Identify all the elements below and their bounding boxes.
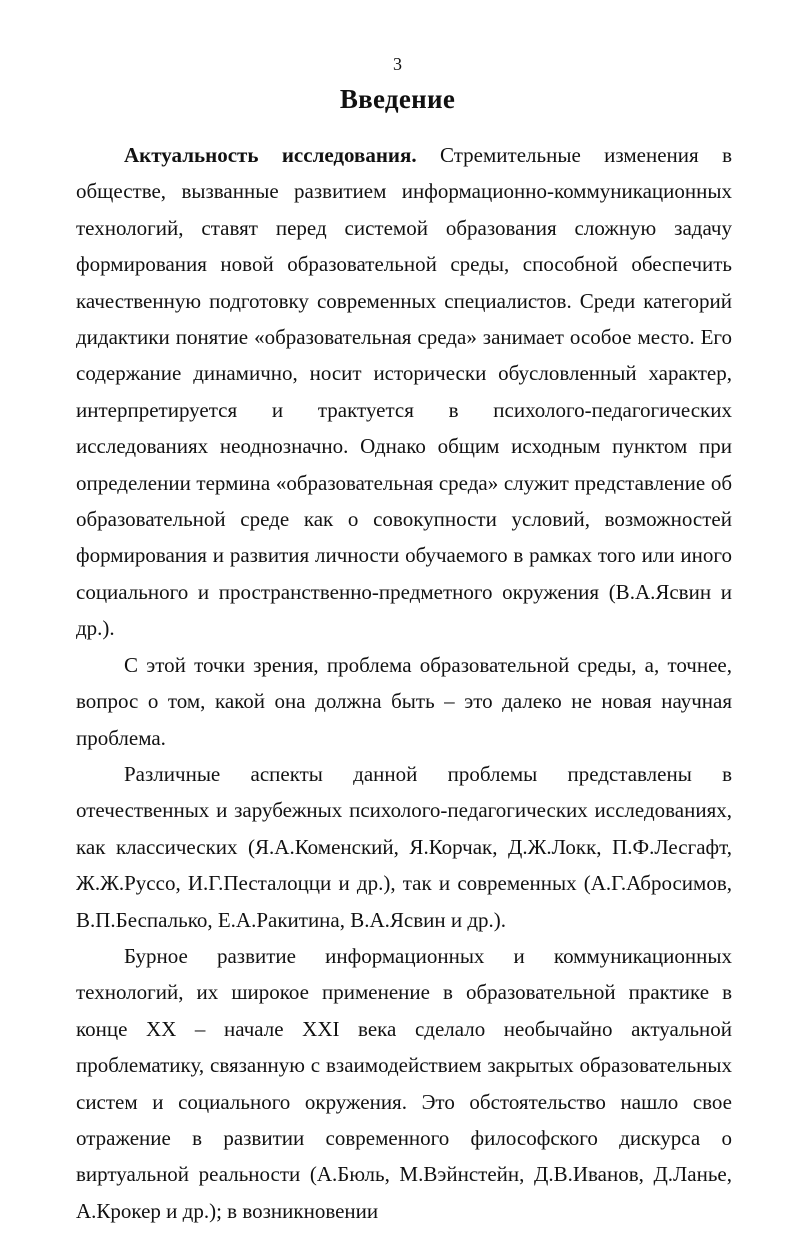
paragraph-lead: Актуальность исследования. [124,143,417,167]
body-text [76,137,732,1229]
page-title: Введение [339,84,456,114]
paragraph: Различные аспекты данной проблемы представлены в отечественных и зарубежных психолого-педагогических исследованиях, как классических (Я.А.Коменский, Я.Корчак, Д.Ж.Локк, П.Ф.Лесгафт, Ж.Ж.Руссо, И.Г.Песталоцци и др.), так и современных (А.Г.Абросимов, В.П.Беспалько, Е.А.Ракитина, В.А.Ясвин и др.). [76,761,732,932]
paragraph: С этой точки зрения, проблема образовательной среды, а, точнее, вопрос о том, какой она должна быть – это далеко не новая научная проблема. [76,652,732,750]
page-number: 3 [393,54,402,74]
paragraph-text: Стремительные изменения в обществе, вызванные развитием информационно-коммуникационных технологий, ставят перед системой образования сложную задачу формирования новой образовательной среды, способной обеспечить качественную подготовку современных специалистов. Среди категорий дидактики понятие «образовательная среда» занимает особое место. Его содержание динамично, носит исторически обусловленный характер, интерпретируется и трактуется в психолого-педагогических исследованиях неоднозначно. Однако общим исходным пунктом при определении термина «образовательная среда» служит представление об образовательной среде как о совокупности условий, возможностей формирования и развития личности обучаемого в рамках того или иного социального и пространственно-предметного окружения (В.А.Ясвин и др.). [76,143,732,641]
paragraph-relevance [76,137,732,647]
paragraph: Бурное развитие информационных и коммуникационных технологий, их широкое применение в образовательной практике в конце XX – начале XXI века сделало необычайно актуальной проблематику, связанную с взаимодействием закрытых образовательных систем и социального окружения. Это обстоятельство нашло свое отражение в развитии современного философского дискурса о виртуальной реальности (А.Бюль, М.Вэйнстейн, Д.В.Иванов, Д.Ланье, А.Крокер и др.); в возникновении [76,943,732,1223]
